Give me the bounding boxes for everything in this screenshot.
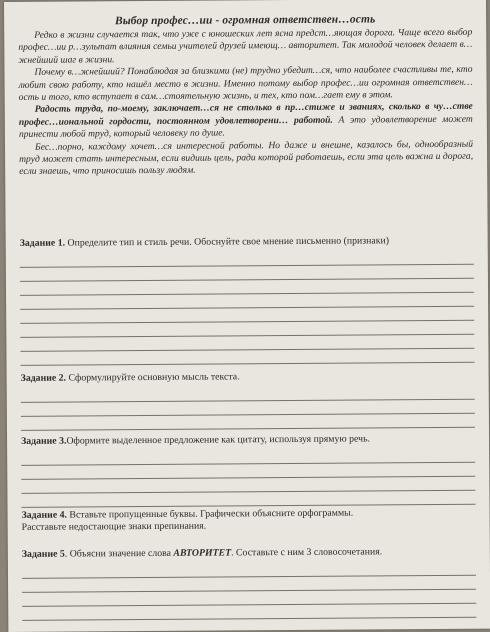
- worksheet-page: [4, 0, 490, 632]
- highlighted-sentence: Радость труда, по-моему, заключает…ся не столько в пр…стиже и званиях, сколько в чу…стве профес…иональной гордости, постоянном удовлетворени… работой.: [18, 101, 473, 128]
- task-5-text-after: . Составьте с ним 3 словосочетания.: [231, 546, 383, 559]
- task-5-text: . Объясни значение слова: [64, 547, 174, 560]
- task-4-label: Задание 4.: [21, 509, 67, 521]
- paragraph-3-rest: А это удовлетворение может принести любой труд, который человеку по душе.: [18, 113, 473, 141]
- task-5-answer-lines[interactable]: [22, 562, 476, 632]
- task-1-prompt: [20, 235, 474, 250]
- paragraph-2: Почему в…жнейший? Понаблюдая за близкими (не) трудно убедит…ся, что наиболее счастливы те, кто любит свою работу, кто нашёл место в жизни. Именно потому выбор профес…ии огромная ответствен…ость и того, кто вступает в сам…стоятельную жизнь, и тех, кто пом…гает ему в этом.: [18, 63, 473, 103]
- task-2-prompt: [21, 370, 475, 385]
- answer-line[interactable]: [22, 618, 476, 632]
- task-3-answer-lines[interactable]: [21, 449, 475, 508]
- task-2-label: Задание 2.: [20, 372, 67, 384]
- task-2-answer-lines[interactable]: [21, 386, 475, 431]
- answer-line[interactable]: [21, 491, 475, 508]
- paragraph-1: Редко в жизни случается так, что уже с юношеских лет ясна предст…яющая дорога. Чаще всего выбор профес…ии р…зультат влияния семьи учителей друзей имеющ… авторитет. Так молодой человек делает в…жнейший шаг в жизни.: [18, 26, 473, 66]
- paragraph-4: Бес…порно, каждому хочет…ся интересной работы. Но даже и внешне, казалось бы, однообразный труд может стать интересным, если видишь цель, ради которой работаешь, если эта цель важна и дорога, если знаешь, что приносишь пользу людям.: [19, 138, 474, 178]
- task-3-text: Оформите выделенное предложение как цитату, используя прямую речь.: [66, 433, 371, 447]
- task-3-prompt: [21, 433, 475, 448]
- task-5-prompt: [22, 546, 476, 561]
- task-4-text: Вставьте пропущенные буквы. Графически объясните орфограммы.: [66, 507, 354, 521]
- text-title: Выбор профес…ии - огромная ответствен…ость: [114, 13, 376, 28]
- task-2: [7, 370, 489, 431]
- task-1: [6, 235, 489, 366]
- reading-text: [4, 0, 487, 179]
- task-5-label: Задание 5: [21, 548, 65, 560]
- task-4-text-2: Расставьте недостающие знаки препинания.: [21, 520, 207, 533]
- task-2-text: Сформулируйте основную мысль текста.: [65, 371, 240, 384]
- task-1-label: Задание 1.: [19, 237, 66, 249]
- answer-line[interactable]: [21, 414, 475, 431]
- task-1-answer-lines[interactable]: [20, 251, 475, 366]
- paragraph-3: [19, 101, 473, 141]
- task-3: [7, 433, 489, 508]
- task-1-text: Определите тип и стиль речи. Обоснуйте свое мнение письменно (признаки): [65, 235, 390, 249]
- task-5-word: АВТОРИТЕТ: [173, 547, 232, 559]
- task-4-prompt: [22, 507, 476, 534]
- text-body: [18, 27, 473, 179]
- answer-line[interactable]: [20, 349, 474, 366]
- task-3-label: Задание 3.: [21, 435, 67, 447]
- task-5: [8, 546, 490, 632]
- task-4: [8, 507, 490, 534]
